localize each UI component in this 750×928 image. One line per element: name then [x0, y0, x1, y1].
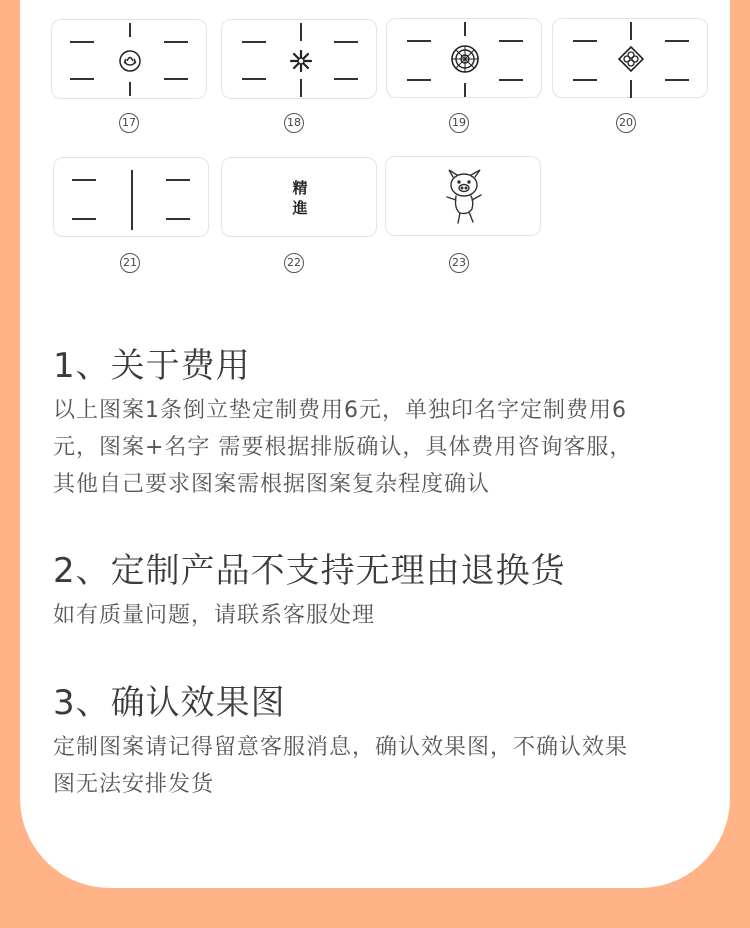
tile-vline: [300, 79, 302, 97]
section-body-returns: [53, 597, 713, 634]
tile-dash: [166, 218, 190, 220]
calligraphy-char: 進: [292, 199, 308, 217]
tile-dash: [499, 40, 523, 42]
calligraphy-char: 精: [292, 179, 308, 197]
tile-dash: [72, 218, 96, 220]
tile-dash: [407, 40, 431, 42]
tile-dash: [573, 79, 597, 81]
mandala-icon: [450, 44, 480, 74]
pattern-tile-21[interactable]: [53, 157, 209, 237]
section-heading-fees: 1、关于费用: [53, 346, 251, 386]
tile-number-20: 20: [616, 113, 636, 133]
tile-dash: [334, 78, 358, 80]
lotus-icon: [118, 49, 142, 73]
tile-dash: [242, 78, 266, 80]
pig-icon: [440, 167, 488, 227]
body-line: 定制图案请记得留意客服消息，确认效果图，不确认效果: [53, 735, 629, 760]
pattern-tile-17[interactable]: [51, 19, 207, 99]
tile-vline: [300, 23, 302, 41]
section-heading-confirm: 3、确认效果图: [53, 683, 286, 723]
tile-dash: [573, 40, 597, 42]
tile-vline: [630, 80, 632, 98]
tile-dash: [665, 40, 689, 42]
tile-number-23: 23: [449, 253, 469, 273]
pattern-tile-18[interactable]: [221, 19, 377, 99]
body-line: 如有质量问题，请联系客服处理: [53, 603, 376, 628]
tile-vline: [630, 22, 632, 40]
content-card: [20, 0, 730, 888]
section-body-confirm: [53, 729, 713, 803]
calligraphy-icon: [290, 178, 310, 218]
tile-dash: [164, 41, 188, 43]
vertical-line-icon: [131, 170, 133, 230]
tile-dash: [72, 179, 96, 181]
tile-number-18: 18: [284, 113, 304, 133]
pattern-tile-20[interactable]: [552, 18, 708, 98]
tile-vline: [464, 83, 466, 97]
pattern-tile-22[interactable]: [221, 157, 377, 237]
tile-vline: [129, 23, 131, 37]
tile-dash: [334, 41, 358, 43]
pattern-tile-19[interactable]: [386, 18, 542, 98]
diamond-flower-icon: [618, 46, 644, 72]
body-line: 以上图案1条倒立垫定制费用6元，单独印名字定制费用6: [53, 398, 627, 423]
tile-dash: [665, 79, 689, 81]
body-line: 元，图案+名字 需要根据排版确认，具体费用咨询客服，: [53, 435, 633, 460]
tile-dash: [70, 41, 94, 43]
tile-dash: [164, 78, 188, 80]
tile-dash: [499, 79, 523, 81]
body-line: 图无法安排发货: [53, 772, 215, 797]
tile-number-22: 22: [284, 253, 304, 273]
tile-number-19: 19: [449, 113, 469, 133]
body-line: 其他自己要求图案需根据图案复杂程度确认: [53, 472, 491, 497]
pattern-tile-23[interactable]: [385, 156, 541, 236]
tile-dash: [166, 179, 190, 181]
tile-dash: [70, 78, 94, 80]
tile-vline: [464, 22, 466, 36]
tile-dash: [407, 79, 431, 81]
snowflake-flower-icon: [289, 49, 313, 73]
section-body-fees: [53, 392, 713, 503]
section-heading-returns: 2、定制产品不支持无理由退换货: [53, 551, 566, 591]
tile-dash: [242, 41, 266, 43]
tile-number-21: 21: [120, 253, 140, 273]
tile-vline: [129, 82, 131, 96]
tile-number-17: 17: [119, 113, 139, 133]
